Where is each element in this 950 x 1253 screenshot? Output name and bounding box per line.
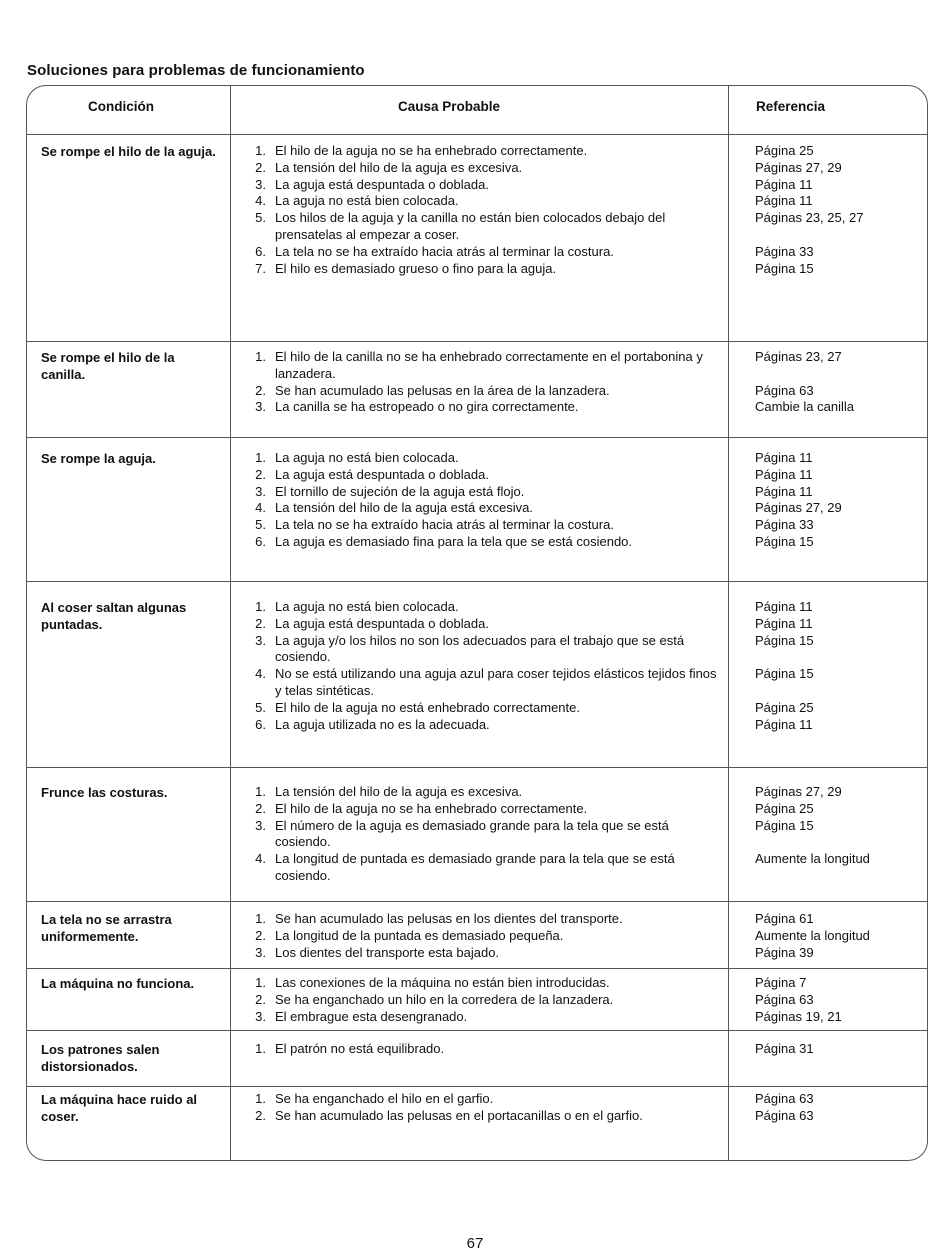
cause-text: La aguja es demasiado fina para la tela que se está cosiendo. bbox=[275, 533, 633, 549]
cause-number: 5. bbox=[255, 699, 266, 715]
cause-item bbox=[248, 177, 718, 194]
reference-item: Páginas 27, 29 bbox=[755, 500, 842, 516]
reference-list bbox=[755, 1091, 920, 1125]
reference-item bbox=[755, 366, 920, 383]
reference-item: Página 11 bbox=[755, 716, 813, 732]
condition-cell: Se rompe la aguja. bbox=[41, 451, 156, 466]
header-cause: Causa Probable bbox=[398, 99, 501, 114]
cause-text: Se han acumulado las pelusas en los dientes del transporte. bbox=[275, 911, 623, 926]
cause-item bbox=[248, 801, 718, 818]
reference-list bbox=[755, 975, 920, 1025]
cause-text: El hilo de la aguja no se ha enhebrado correctamente. bbox=[275, 800, 588, 816]
reference-item: Página 11 bbox=[755, 615, 813, 631]
cause-item bbox=[248, 143, 718, 160]
row-divider bbox=[27, 437, 927, 438]
cause-item bbox=[248, 616, 718, 633]
cause-number: 3. bbox=[255, 817, 266, 833]
cause-item bbox=[248, 534, 718, 551]
cause-text: La longitud de la puntada es demasiado pequeña. bbox=[275, 927, 564, 943]
cause-number: 6. bbox=[255, 243, 266, 259]
cause-item bbox=[248, 633, 718, 667]
reference-item: Página 15 bbox=[755, 817, 814, 833]
condition-cell: Al coser saltan algunas puntadas. bbox=[41, 600, 187, 632]
row-divider bbox=[27, 901, 927, 902]
condition-cell: La máquina no funciona. bbox=[41, 976, 195, 991]
reference-list bbox=[755, 784, 920, 868]
cause-text: El hilo de la aguja no está enhebrado correctamente. bbox=[275, 699, 580, 715]
cause-item bbox=[248, 599, 718, 616]
cause-text: La tela no se ha extraído hacia atrás al terminar la costura. bbox=[275, 243, 614, 259]
reference-item: Página 11 bbox=[755, 483, 813, 499]
cause-number: 2. bbox=[255, 159, 266, 175]
cause-text: La aguja no está bien colocada. bbox=[275, 450, 459, 465]
cause-text: La tela no se ha extraído hacia atrás al terminar la costura. bbox=[275, 517, 614, 533]
cause-item bbox=[248, 467, 718, 484]
page-number: 67 bbox=[466, 1235, 484, 1252]
reference-list bbox=[755, 349, 920, 416]
cause-item bbox=[248, 484, 718, 501]
reference-item: Página 15 bbox=[755, 533, 814, 549]
cause-number: 3. bbox=[255, 399, 266, 415]
cause-item bbox=[248, 975, 718, 992]
reference-item: Página 11 bbox=[755, 599, 813, 614]
cause-item bbox=[248, 717, 718, 734]
cause-number: 7. bbox=[255, 260, 266, 276]
cause-text: La tensión del hilo de la aguja está excesiva. bbox=[275, 500, 534, 516]
cause-text: No se está utilizando una aguja azul para coser tejidos elásticos tejidos finos y telas sintéticas. bbox=[275, 666, 717, 698]
cause-text: La aguja está despuntada o doblada. bbox=[275, 466, 489, 482]
row-divider bbox=[27, 767, 927, 768]
cause-number: 1. bbox=[255, 599, 266, 614]
cause-item bbox=[248, 399, 718, 416]
cause-item bbox=[248, 1091, 718, 1108]
reference-item: Aumente la longitud bbox=[755, 927, 870, 943]
row-divider bbox=[27, 1086, 927, 1087]
cause-number: 2. bbox=[255, 927, 266, 943]
reference-item: Aumente la longitud bbox=[755, 851, 870, 867]
cause-number: 5. bbox=[255, 517, 266, 533]
reference-item: Páginas 23, 25, 27 bbox=[755, 210, 864, 226]
cause-list bbox=[248, 1041, 718, 1058]
reference-item: Página 61 bbox=[755, 911, 814, 926]
cause-number: 1. bbox=[255, 143, 266, 158]
reference-item: Página 63 bbox=[755, 1091, 814, 1106]
cause-text: El hilo es demasiado grueso o fino para la aguja. bbox=[275, 260, 557, 276]
cause-number: 2. bbox=[255, 991, 266, 1007]
reference-list bbox=[755, 911, 920, 961]
cause-text: La tensión del hilo de la aguja es excesiva. bbox=[275, 784, 523, 799]
cause-list bbox=[248, 1091, 718, 1125]
cause-list bbox=[248, 450, 718, 551]
cause-number: 4. bbox=[255, 666, 266, 682]
cause-item bbox=[248, 784, 718, 801]
cause-text: Se han acumulado las pelusas en el portacanillas o en el garfio. bbox=[275, 1107, 643, 1123]
cause-item bbox=[248, 911, 718, 928]
reference-item: Página 25 bbox=[755, 800, 814, 816]
reference-item: Página 31 bbox=[755, 1041, 814, 1056]
cause-item bbox=[248, 210, 718, 244]
cause-text: La aguja no está bien colocada. bbox=[275, 599, 459, 614]
condition-cell: Se rompe el hilo de la aguja. bbox=[41, 144, 216, 159]
reference-item: Página 15 bbox=[755, 666, 814, 682]
cause-number: 4. bbox=[255, 193, 266, 209]
row-divider bbox=[27, 968, 927, 969]
cause-item bbox=[248, 500, 718, 517]
reference-item: Página 11 bbox=[755, 193, 813, 209]
cause-text: El embrague esta desengranado. bbox=[275, 1008, 468, 1024]
cause-item bbox=[248, 261, 718, 278]
cause-item bbox=[248, 945, 718, 962]
cause-text: Se ha enganchado el hilo en el garfio. bbox=[275, 1091, 494, 1106]
reference-item: Página 25 bbox=[755, 143, 814, 158]
cause-text: La canilla se ha estropeado o no gira correctamente. bbox=[275, 399, 579, 415]
cause-text: La aguja utilizada no es la adecuada. bbox=[275, 716, 490, 732]
cause-text: El patrón no está equilibrado. bbox=[275, 1041, 445, 1056]
reference-list bbox=[755, 143, 920, 277]
reference-list bbox=[755, 450, 920, 551]
cause-number: 1. bbox=[255, 911, 266, 926]
cause-item bbox=[248, 450, 718, 467]
reference-item: Página 39 bbox=[755, 944, 814, 960]
cause-item bbox=[248, 818, 718, 852]
cause-list bbox=[248, 143, 718, 277]
cause-text: La aguja está despuntada o doblada. bbox=[275, 615, 489, 631]
cause-text: El número de la aguja es demasiado grande para la tela que se está cosiendo. bbox=[275, 817, 669, 850]
cause-text: La aguja está despuntada o doblada. bbox=[275, 176, 489, 192]
reference-item: Cambie la canilla bbox=[755, 399, 854, 415]
condition-cell: Se rompe el hilo de la canilla. bbox=[41, 350, 175, 382]
cause-number: 2. bbox=[255, 615, 266, 631]
reference-item: Página 33 bbox=[755, 517, 814, 533]
row-divider bbox=[27, 134, 927, 135]
reference-item: Página 15 bbox=[755, 632, 814, 648]
cause-number: 1. bbox=[255, 349, 266, 364]
cause-number: 2. bbox=[255, 382, 266, 398]
cause-list bbox=[248, 911, 718, 961]
cause-item bbox=[248, 160, 718, 177]
row-divider bbox=[27, 1030, 927, 1031]
cause-text: La aguja no está bien colocada. bbox=[275, 193, 459, 209]
cause-item bbox=[248, 1041, 718, 1058]
cause-item bbox=[248, 244, 718, 261]
cause-number: 1. bbox=[255, 1041, 266, 1056]
cause-number: 5. bbox=[255, 210, 266, 226]
cause-number: 3. bbox=[255, 176, 266, 192]
column-divider bbox=[728, 86, 729, 1160]
cause-item bbox=[248, 666, 718, 700]
cause-list bbox=[248, 349, 718, 416]
cause-text: El hilo de la canilla no se ha enhebrado correctamente en el portabonina y lanzadera. bbox=[275, 349, 703, 381]
cause-text: La longitud de puntada es demasiado grande para la tela que se está cosiendo. bbox=[275, 851, 675, 883]
cause-text: Los hilos de la aguja y la canilla no están bien colocados debajo del prensatelas al empezar a coser. bbox=[275, 210, 666, 242]
cause-number: 1. bbox=[255, 975, 266, 990]
reference-item: Página 63 bbox=[755, 1107, 814, 1123]
cause-list bbox=[248, 975, 718, 1025]
reference-item: Página 11 bbox=[755, 466, 813, 482]
reference-item bbox=[755, 649, 920, 666]
cause-number: 6. bbox=[255, 716, 266, 732]
column-divider bbox=[230, 86, 231, 1160]
condition-cell: La máquina hace ruido al coser. bbox=[41, 1092, 198, 1124]
reference-item bbox=[755, 227, 920, 244]
cause-number: 2. bbox=[255, 466, 266, 482]
reference-item: Página 11 bbox=[755, 176, 813, 192]
header-condition: Condición bbox=[88, 99, 154, 114]
cause-item bbox=[248, 700, 718, 717]
cause-list bbox=[248, 599, 718, 733]
reference-item: Página 33 bbox=[755, 243, 814, 259]
cause-number: 3. bbox=[255, 483, 266, 499]
cause-number: 6. bbox=[255, 533, 266, 549]
cause-list bbox=[248, 784, 718, 885]
cause-number: 3. bbox=[255, 944, 266, 960]
cause-text: La tensión del hilo de la aguja es excesiva. bbox=[275, 159, 523, 175]
cause-item bbox=[248, 1009, 718, 1026]
condition-cell: La tela no se arrastra uniformemente. bbox=[41, 912, 172, 944]
cause-text: La aguja y/o los hilos no son los adecuados para el trabajo que se está cosiendo. bbox=[275, 632, 685, 665]
cause-number: 1. bbox=[255, 784, 266, 799]
reference-list bbox=[755, 1041, 920, 1058]
reference-item: Páginas 19, 21 bbox=[755, 1008, 842, 1024]
cause-text: Se han acumulado las pelusas en la área de la lanzadera. bbox=[275, 382, 610, 398]
reference-list bbox=[755, 599, 920, 733]
reference-item: Página 7 bbox=[755, 975, 807, 990]
cause-number: 4. bbox=[255, 851, 266, 867]
cause-item bbox=[248, 851, 718, 885]
cause-text: Los dientes del transporte esta bajado. bbox=[275, 944, 500, 960]
cause-number: 1. bbox=[255, 1091, 266, 1106]
cause-number: 3. bbox=[255, 632, 266, 648]
cause-text: Las conexiones de la máquina no están bien introducidas. bbox=[275, 975, 610, 990]
condition-cell: Frunce las costuras. bbox=[41, 785, 168, 800]
cause-item bbox=[248, 193, 718, 210]
row-divider bbox=[27, 581, 927, 582]
reference-item: Páginas 27, 29 bbox=[755, 159, 842, 175]
reference-item: Páginas 27, 29 bbox=[755, 784, 842, 799]
cause-item bbox=[248, 928, 718, 945]
cause-number: 2. bbox=[255, 800, 266, 816]
cause-number: 1. bbox=[255, 450, 266, 465]
row-divider bbox=[27, 341, 927, 342]
page-title: Soluciones para problemas de funcionamiento bbox=[27, 62, 365, 79]
reference-item bbox=[755, 683, 920, 700]
reference-item: Página 15 bbox=[755, 260, 814, 276]
cause-item bbox=[248, 517, 718, 534]
cause-text: El tornillo de sujeción de la aguja está flojo. bbox=[275, 483, 525, 499]
cause-item bbox=[248, 992, 718, 1009]
cause-text: El hilo de la aguja no se ha enhebrado correctamente. bbox=[275, 143, 588, 158]
reference-item: Página 63 bbox=[755, 991, 814, 1007]
reference-item: Página 11 bbox=[755, 450, 813, 465]
cause-item bbox=[248, 349, 718, 383]
reference-item bbox=[755, 834, 920, 851]
header-reference: Referencia bbox=[756, 99, 826, 114]
condition-cell: Los patrones salen distorsionados. bbox=[41, 1042, 160, 1074]
cause-number: 4. bbox=[255, 500, 266, 516]
reference-item: Páginas 23, 27 bbox=[755, 349, 842, 364]
cause-item bbox=[248, 383, 718, 400]
reference-item: Página 25 bbox=[755, 699, 814, 715]
cause-number: 3. bbox=[255, 1008, 266, 1024]
cause-text: Se ha enganchado un hilo en la corredera de la lanzadera. bbox=[275, 991, 614, 1007]
reference-item: Página 63 bbox=[755, 382, 814, 398]
cause-number: 2. bbox=[255, 1107, 266, 1123]
cause-item bbox=[248, 1108, 718, 1125]
